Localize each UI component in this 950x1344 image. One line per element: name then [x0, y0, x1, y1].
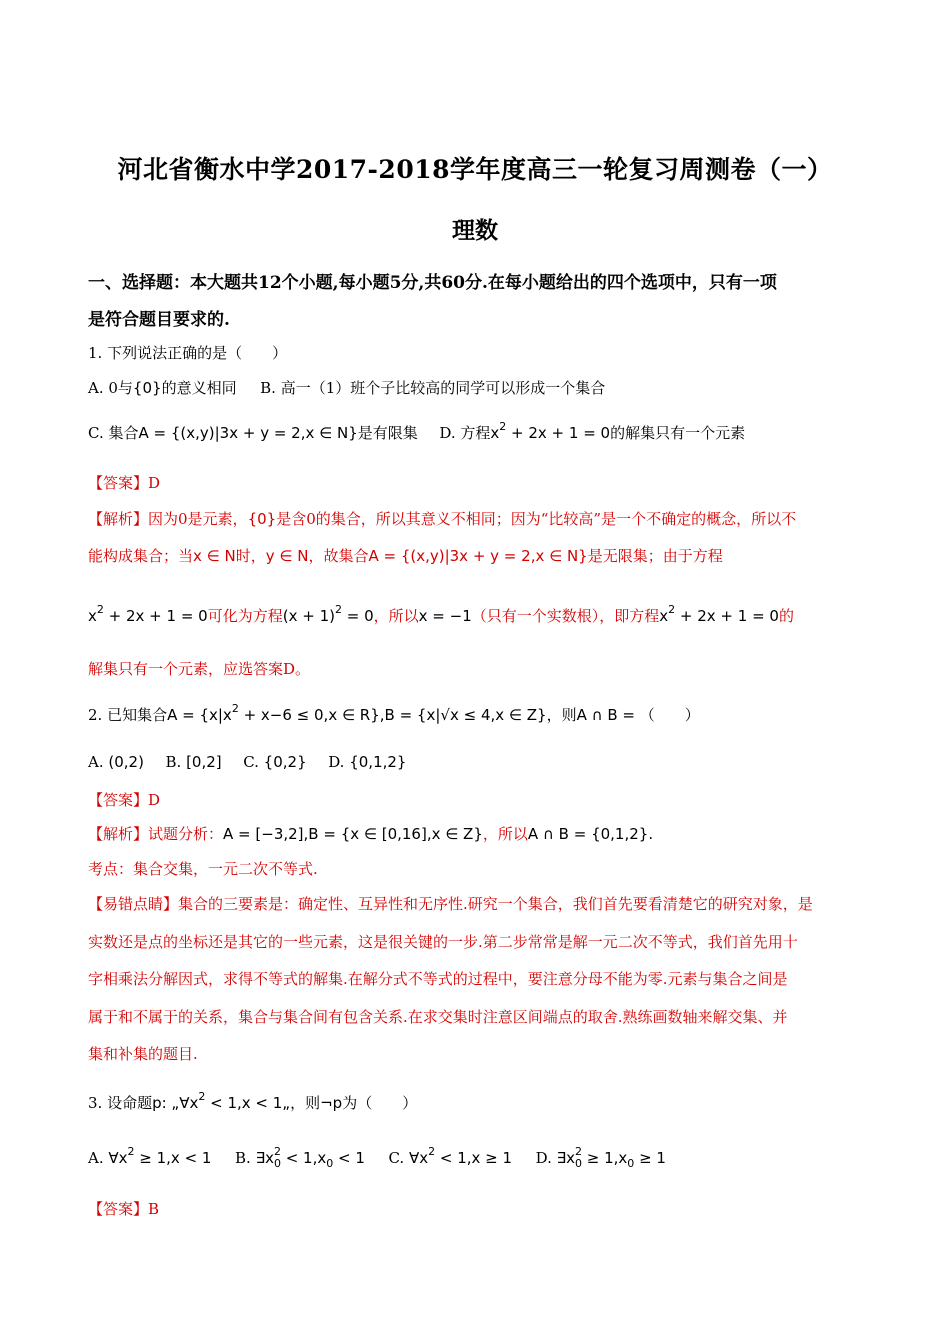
q3-option-b-label: B. — [235, 1149, 256, 1167]
q2-options — [88, 753, 406, 771]
q2-stem-sup: 2 — [231, 702, 239, 715]
q2-option-b: [0,2] — [186, 753, 222, 771]
analysis-text: 试题分析： — [148, 825, 224, 843]
q3-option-d: ≥ 1,x — [582, 1149, 628, 1167]
q1-option-d-math1: x — [490, 424, 500, 442]
analysis-text: （只有一个实数根），即方程 — [471, 607, 660, 625]
analysis-text: 的 — [778, 607, 794, 625]
q3-option-a: ∀x — [108, 1149, 128, 1167]
q3-option-a-label: A. — [88, 1149, 109, 1167]
analysis-math: x — [659, 607, 669, 625]
q1-option-d-math2: + 2x + 1 = 0 — [506, 424, 611, 442]
q2-error-line1 — [88, 893, 813, 914]
q3-option-d-label: D. — [535, 1149, 557, 1167]
section-heading-line2: 是符合题目要求的. — [88, 310, 230, 330]
q2-stem-prefix: 2. 已知集合 — [88, 706, 168, 724]
answer-value: D — [148, 791, 161, 809]
q1-option-a-prefix: A. 0与 — [88, 379, 133, 397]
analysis-math: A = [−3,2],B = {x ∈ [0,16],x ∈ Z} — [223, 825, 483, 843]
q2-stem — [88, 702, 700, 725]
q1-option-c-prefix: C. 集合 — [88, 424, 139, 442]
answer-tag: 【答案】 — [88, 1200, 149, 1218]
q3-stem — [88, 1090, 417, 1113]
q1-analysis-line4: 解集只有一个元素，应选答案D。 — [88, 660, 311, 678]
page-title: 河北省衡水中学2017-2018学年度高三一轮复习周测卷（一） — [117, 155, 833, 184]
q2-option-a: (0,2) — [108, 753, 144, 771]
q2-error-line4: 属于和不属于的关系，集合与集合间有包含关系.在求交集时注意区间端点的取舍.熟练画数轴来解交集、并 — [88, 1008, 788, 1026]
q3-options — [88, 1145, 666, 1170]
q2-option-b-label: B. — [165, 753, 187, 771]
analysis-text: ，所以 — [373, 607, 419, 625]
analysis-math: y ∈ N — [265, 547, 309, 565]
error-tag: 【易错点睛】 — [88, 895, 179, 913]
q2-option-c: {0,2} — [263, 753, 307, 771]
analysis-tag: 【解析】 — [88, 510, 149, 528]
analysis-math: + 2x + 1 = 0 — [103, 607, 208, 625]
q3-stem-math: ¬p — [320, 1094, 343, 1112]
q1-option-b: B. 高一（1）班个子比较高的同学可以形成一个集合 — [260, 379, 606, 397]
q3-option-c-label: C. — [388, 1149, 409, 1167]
q3-stem-text: ，则 — [290, 1094, 321, 1112]
analysis-math: {0} — [247, 510, 277, 528]
q1-options-ab — [88, 377, 605, 398]
analysis-math: A = {(x,y)|3x + y = 2,x ∈ N} — [368, 547, 588, 565]
analysis-text: . — [648, 825, 654, 843]
q3-stem-math: p: „∀x — [152, 1094, 199, 1112]
q3-option-b: ∃x — [255, 1149, 274, 1167]
q3-stem-prefix: 3. 设命题 — [88, 1094, 153, 1112]
analysis-text: ，故集合 — [308, 547, 369, 565]
q2-stem-text: ，则 — [546, 706, 577, 724]
q2-answer — [88, 789, 160, 810]
answer-value: B — [148, 1200, 160, 1218]
q1-option-a-math: {0} — [132, 379, 162, 397]
error-text: 集合的三要素是：确定性、互异性和无序性.研究一个集合，我们首先要看清楚它的研究对象，是 — [178, 895, 813, 913]
analysis-math: x — [88, 607, 97, 625]
q2-error-line5: 集和补集的题目. — [88, 1045, 198, 1063]
q2-kaodian: 考点：集合交集，一元二次不等式. — [88, 860, 318, 878]
q1-option-d-sup: 2 — [499, 420, 507, 433]
q3-answer — [88, 1198, 159, 1219]
q2-stem-paren: （ ） — [639, 706, 700, 724]
q3-option-d: ≥ 1 — [634, 1149, 666, 1167]
q1-option-c-suffix: 是有限集 — [357, 424, 418, 442]
analysis-text: 是无限集；由于方程 — [587, 547, 723, 565]
q1-answer — [88, 472, 160, 493]
analysis-math: = 0 — [341, 607, 374, 625]
q1-option-d-prefix: D. 方程 — [439, 424, 491, 442]
q3-option-b: < 1 — [333, 1149, 365, 1167]
q1-analysis-line3 — [88, 603, 794, 626]
q1-analysis-line2 — [88, 545, 723, 566]
q3-option-b-sup: 2 — [273, 1145, 281, 1158]
q2-option-d-label: D. — [328, 753, 350, 771]
analysis-math: A ∩ B = {0,1,2} — [527, 825, 649, 843]
q3-option-d-sub: 0 — [575, 1157, 582, 1170]
q3-option-d-sub: 0 — [627, 1157, 635, 1170]
analysis-sup: 2 — [668, 603, 676, 616]
q3-stem-sup: 2 — [198, 1090, 206, 1103]
section-heading-line1: 一、选择题：本大题共12个小题,每小题5分,共60分.在每小题给出的四个选项中，只有一项 — [88, 273, 777, 293]
answer-tag: 【答案】 — [88, 474, 149, 492]
analysis-sup: 2 — [96, 603, 104, 616]
q2-analysis — [88, 823, 653, 844]
q3-stem-paren: 为（ ） — [342, 1094, 418, 1112]
q1-option-a-suffix: 的意义相同 — [161, 379, 237, 397]
q3-option-d-sup: 2 — [575, 1145, 582, 1158]
q2-stem-math: A ∩ B = — [576, 706, 640, 724]
q2-error-line3: 字相乘法分解因式，求得不等式的解集.在解分式不等式的过程中，要注意分母不能为零.元素与集合之间是 — [88, 970, 788, 988]
analysis-text: 因为0是元素， — [148, 510, 248, 528]
q3-option-c: < 1,x ≥ 1 — [435, 1149, 513, 1167]
q1-options-cd — [88, 420, 745, 443]
q2-option-d: {0,1,2} — [349, 753, 407, 771]
q1-analysis-line1 — [88, 508, 796, 529]
analysis-math: + 2x + 1 = 0 — [675, 607, 779, 625]
q3-option-c: ∀x — [408, 1149, 429, 1167]
answer-value: D — [148, 474, 161, 492]
analysis-sup: 2 — [334, 603, 342, 616]
q1-stem: 1. 下列说法正确的是（ ） — [88, 344, 288, 362]
analysis-tag: 【解析】 — [88, 825, 149, 843]
analysis-math: (x + 1) — [282, 607, 335, 625]
q1-option-c-math: A = {(x,y)|3x + y = 2,x ∈ N} — [138, 424, 358, 442]
q3-option-a-sup: 2 — [127, 1145, 135, 1158]
q2-option-c-label: C. — [243, 753, 264, 771]
q2-option-a-label: A. — [88, 753, 109, 771]
analysis-text: 是含0的集合，所以其意义不相同；因为“比较高”是一个不确定的概念，所以不 — [276, 510, 797, 528]
analysis-text: 时， — [235, 547, 266, 565]
analysis-math: x = −1 — [418, 607, 472, 625]
q3-option-b-sub: 0 — [273, 1157, 281, 1170]
q1-option-d-suffix: 的解集只有一个元素 — [610, 424, 746, 442]
analysis-text: ，所以 — [482, 825, 528, 843]
q2-error-line2: 实数还是点的坐标还是其它的一些元素，这是很关键的一步.第二步常常是解一元二次不等式，我们首先用十 — [88, 933, 798, 951]
analysis-math: x ∈ N — [193, 547, 236, 565]
q3-stem-math: < 1,x < 1„ — [205, 1094, 291, 1112]
q3-option-a: ≥ 1,x < 1 — [134, 1149, 212, 1167]
analysis-text: 可化为方程 — [207, 607, 283, 625]
q3-option-d: ∃x — [556, 1149, 575, 1167]
q3-option-b-sub: 0 — [326, 1157, 334, 1170]
analysis-text: 能构成集合；当 — [88, 547, 194, 565]
q2-stem-math: A = {x|x — [167, 706, 232, 724]
page-subtitle: 理数 — [452, 217, 498, 244]
q3-option-c-sup: 2 — [428, 1145, 436, 1158]
q3-option-b: < 1,x — [280, 1149, 327, 1167]
answer-tag: 【答案】 — [88, 791, 149, 809]
q2-stem-math: + x−6 ≤ 0,x ∈ R},B = {x|√x ≤ 4,x ∈ Z} — [238, 706, 547, 724]
